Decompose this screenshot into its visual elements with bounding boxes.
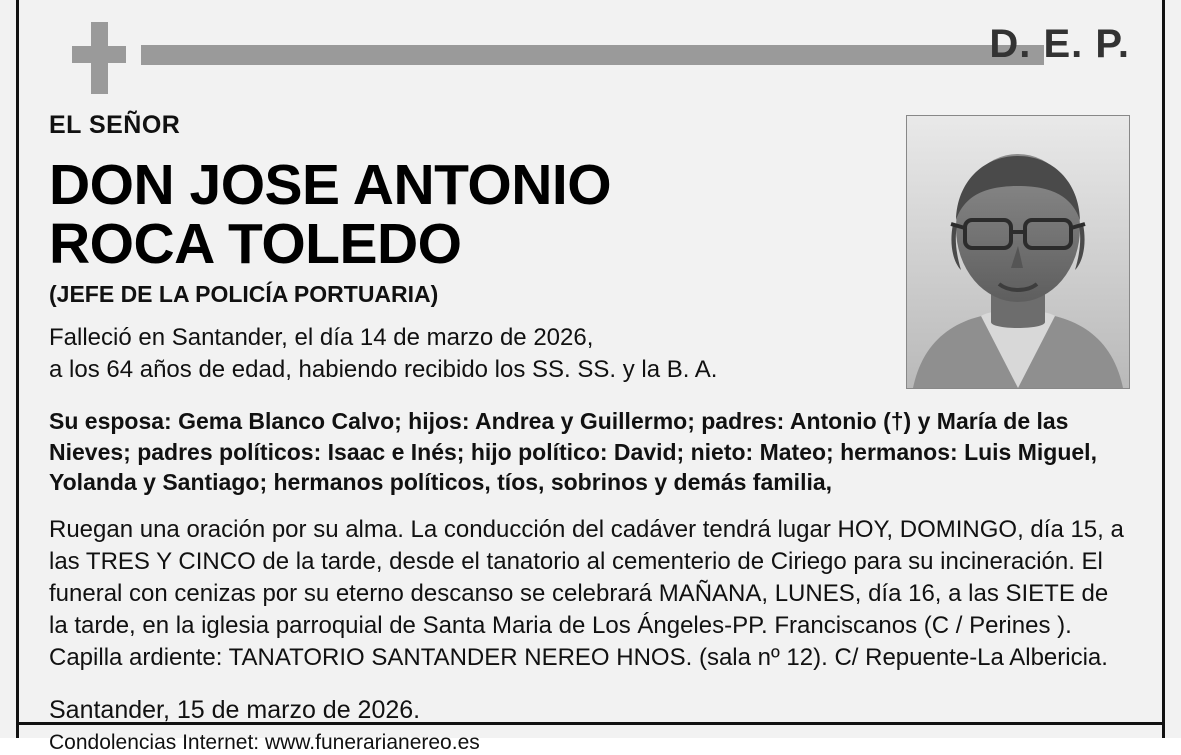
- notice-body: [49, 111, 1132, 755]
- death-line-2: a los 64 años de edad, habiendo recibido los SS. SS. y la B. A.: [49, 356, 718, 384]
- pretitle: EL SEÑOR: [49, 111, 181, 139]
- place-and-date: Santander, 15 de marzo de 2026.: [49, 695, 421, 724]
- death-line-1: Falleció en Santander, el día 14 de marzo de 2026,: [49, 324, 594, 352]
- header-rule: [141, 45, 1044, 65]
- portrait-photo: [906, 115, 1130, 389]
- deceased-role: (JEFE DE LA POLICÍA PORTUARIA): [49, 281, 439, 308]
- family-list: Su esposa: Gema Blanco Calvo; hijos: Andrea y Guillermo; padres: Antonio (†) y María de las Nieves; padres políticos: Isaac e Inés; hijo político: David; nieto: Mateo; hermanos: Luis Miguel, Yolanda y Santiago; hermanos políticos, tíos, sobrinos y demás familia,: [49, 407, 1097, 496]
- ceremony-details: Ruegan una oración por su alma. La conducción del cadáver tendrá lugar HOY, DOMINGO, día 15, a las TRES Y CINCO de la tarde, desde el tanatorio al cementerio de Ciriego para su incineración. El funeral con cenizas por su eterno descanso se celebrará MAÑANA, LUNES, día 16, a las SIETE de la tarde, en la iglesia parroquial de Santa Maria de Los Ángeles-PP. Franciscanos (C / Perines ). Capilla ardiente: TANATORIO SANTANDER NEREO HNOS. (sala nº 12). C/ Repuente-La Albericia.: [49, 516, 1124, 671]
- frame-border-right: [1162, 0, 1165, 738]
- notice-header: [49, 0, 1132, 105]
- cross-icon: [72, 22, 126, 94]
- dep-label: D. E. P.: [989, 22, 1130, 66]
- death-info: [49, 322, 809, 385]
- condolences-line: Condolencias Internet: www.funerarianereo.es: [49, 730, 480, 754]
- notice-content: [19, 0, 1162, 754]
- deceased-name: DON JOSE ANTONIO ROCA TOLEDO: [49, 153, 612, 276]
